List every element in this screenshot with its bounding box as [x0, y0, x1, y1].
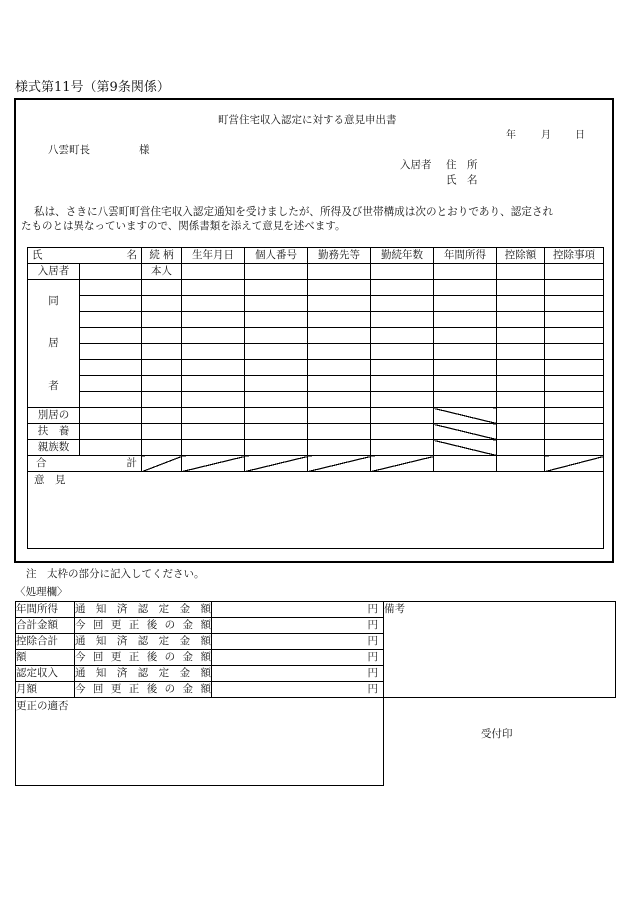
proc-label: 今 回 更 正 後 の 金 額	[75, 650, 212, 666]
table-header-row	[28, 248, 604, 264]
table-row	[28, 312, 604, 328]
processing-table	[15, 601, 616, 786]
table-row	[28, 280, 604, 296]
body-text-line2: たものとは異なっていますので、関係書類を添えて意見を述べます。	[21, 220, 346, 232]
applicant-label: 入居者	[400, 159, 432, 171]
total-right: 計	[126, 457, 137, 470]
proc-group: 額	[16, 650, 75, 666]
row-label-resident: 入居者	[28, 264, 80, 280]
form-title: 町営住宅収入認定に対する意見申出書	[218, 114, 397, 126]
correction-field	[16, 698, 384, 786]
table-row	[28, 296, 604, 312]
proc-label: 今 回 更 正 後 の 金 額	[75, 682, 212, 698]
proc-label: 通 知 済 認 定 金 額	[75, 666, 212, 682]
proc-group: 認定収入	[16, 666, 75, 682]
total-row	[28, 456, 604, 472]
total-diagonal	[545, 456, 604, 472]
proc-label: 通 知 済 認 定 金 額	[75, 602, 212, 618]
applicant-name-label: 氏 名	[446, 174, 478, 186]
header-years: 勤続年数	[371, 248, 434, 264]
table-row	[28, 264, 604, 280]
opinion-row	[28, 472, 604, 549]
income-table	[27, 247, 604, 549]
opinion-field	[28, 472, 604, 549]
total-diagonal	[371, 456, 434, 472]
proc-label: 通 知 済 認 定 金 額	[75, 634, 212, 650]
form-number: 様式第11号（第9条関係）	[15, 80, 170, 95]
total-diagonal	[308, 456, 371, 472]
table-row	[28, 424, 604, 440]
header-deduction-item: 控除事項	[545, 248, 604, 264]
opinion-label: 意 見	[34, 474, 66, 486]
table-row	[28, 376, 604, 392]
income-diagonal	[434, 424, 497, 440]
table-row	[28, 328, 604, 344]
total-diagonal	[182, 456, 245, 472]
income-diagonal	[434, 408, 497, 424]
header-deduction: 控除額	[497, 248, 545, 264]
proc-group: 月額	[16, 682, 75, 698]
correction-row	[16, 698, 616, 786]
remarks-label: 備考	[384, 603, 405, 615]
addressee-name: 八雲町長	[48, 144, 90, 156]
proc-unit: 円	[212, 682, 384, 698]
header-relation: 続 柄	[142, 248, 182, 264]
header-name	[28, 248, 142, 264]
table-row	[28, 360, 604, 376]
proc-unit: 円	[212, 666, 384, 682]
proc-group: 合計金額	[16, 618, 75, 634]
header-name-right: 名	[126, 249, 137, 262]
table-row	[28, 440, 604, 456]
note-text: 注 太枠の部分に記入してください。	[26, 568, 205, 580]
proc-unit: 円	[212, 650, 384, 666]
resident-relation: 本人	[142, 264, 182, 280]
cohabitant-char-1: 同	[48, 294, 59, 307]
processing-title: 〈処理欄〉	[15, 586, 68, 598]
proc-unit: 円	[212, 634, 384, 650]
date-day: 日	[575, 130, 585, 141]
total-label	[28, 456, 142, 472]
proc-unit: 円	[212, 618, 384, 634]
total-left: 合	[36, 457, 47, 470]
proc-group: 年間所得	[16, 602, 75, 618]
applicant-address-label: 住 所	[446, 159, 478, 171]
proc-group: 控除合計	[16, 634, 75, 650]
table-row	[28, 392, 604, 408]
separate-label-3: 親族数	[28, 440, 80, 456]
header-name-left: 氏	[32, 249, 43, 262]
remarks-field	[384, 602, 616, 698]
cohabitant-char-3: 者	[48, 379, 59, 392]
body-text-line1: 私は、さきに八雲町町営住宅収入認定通知を受けましたが、所得及び世帯構成は次のとおりであり、認定され	[34, 206, 554, 218]
separate-label-2: 扶 養	[28, 424, 80, 440]
date-month: 月	[541, 130, 551, 141]
proc-label: 今 回 更 正 後 の 金 額	[75, 618, 212, 634]
separate-label-1: 別居の	[28, 408, 80, 424]
cohabitant-char-2: 居	[48, 337, 59, 350]
stamp-area	[384, 698, 616, 786]
table-row	[28, 408, 604, 424]
header-birth: 生年月日	[182, 248, 245, 264]
income-diagonal	[434, 440, 497, 456]
date-year: 年	[506, 130, 516, 141]
table-row	[28, 344, 604, 360]
header-workplace: 勤務先等	[308, 248, 371, 264]
addressee-honorific: 様	[139, 144, 150, 156]
total-diagonal	[142, 456, 182, 472]
correction-label: 更正の適否	[16, 700, 69, 712]
stamp-label: 受付印	[481, 728, 513, 740]
header-personal-no: 個人番号	[245, 248, 308, 264]
proc-unit: 円	[212, 602, 384, 618]
total-diagonal	[245, 456, 308, 472]
row-label-cohabitant	[28, 280, 80, 408]
header-income: 年間所得	[434, 248, 497, 264]
table-row	[16, 602, 616, 618]
